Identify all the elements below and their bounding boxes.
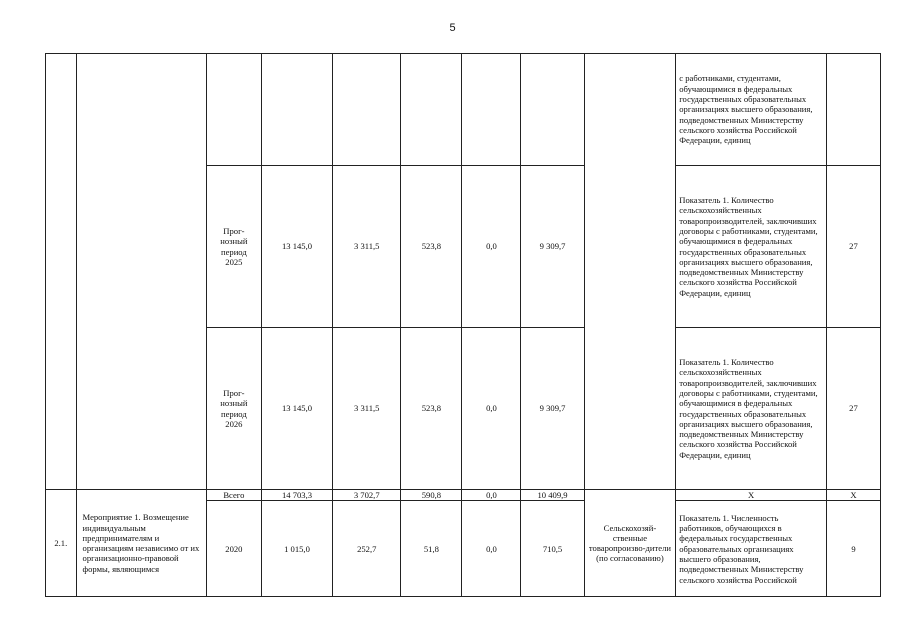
period-cell: 2020 bbox=[206, 501, 261, 597]
extra-cell: 9 309,7 bbox=[521, 166, 584, 328]
funding-table bbox=[45, 53, 881, 597]
executor-cell bbox=[584, 54, 676, 490]
total-cell: 1 015,0 bbox=[261, 501, 332, 597]
indicator-value: Х bbox=[826, 490, 880, 501]
page-number: 5 bbox=[449, 22, 456, 34]
indicator-text: Показатель 1. Количество сельскохозяйственных товаропроизводителей, заключивших договоры с работниками, студентами, обучающимися в федеральных государственных образовательных организациях высшего образования, подведомственных Министерству сельского хозяйства Российской Федерации, единиц bbox=[676, 166, 827, 328]
period-cell: Всего bbox=[206, 490, 261, 501]
local-cell: 0,0 bbox=[462, 166, 521, 328]
extra-cell: 10 409,9 bbox=[521, 490, 584, 501]
regional-cell: 590,8 bbox=[401, 490, 462, 501]
total-cell: 13 145,0 bbox=[261, 328, 332, 490]
federal-cell: 3 311,5 bbox=[333, 166, 401, 328]
federal-cell: 252,7 bbox=[333, 501, 401, 597]
period-cell: Прог- нозный период 2025 bbox=[206, 166, 261, 328]
indicator-text: Показатель 1. Численность работников, обучающихся в федеральных государственных образовательных организациях высшего образования, подведомственных Министерству сельского хозяйства Российской bbox=[676, 501, 827, 597]
table-row bbox=[46, 490, 881, 501]
period-cell: Прог- нозный период 2026 bbox=[206, 328, 261, 490]
table-row bbox=[46, 54, 881, 166]
regional-cell: 523,8 bbox=[401, 166, 462, 328]
indicator-value: 9 bbox=[826, 501, 880, 597]
local-cell: 0,0 bbox=[462, 501, 521, 597]
total-cell: 14 703,3 bbox=[261, 490, 332, 501]
indicator-value: 27 bbox=[826, 166, 880, 328]
indicator-text: Х bbox=[676, 490, 827, 501]
regional-cell: 51,8 bbox=[401, 501, 462, 597]
federal-cell: 3 702,7 bbox=[333, 490, 401, 501]
indicator-text: с работниками, студентами, обучающимися в федеральных государственных образовательных организациях высшего образования, подведомственных Министерству сельского хозяйства Российской Федерации, единиц bbox=[676, 54, 827, 166]
local-cell: 0,0 bbox=[462, 328, 521, 490]
measure-number: 2.1. bbox=[46, 490, 77, 597]
regional-cell: 523,8 bbox=[401, 328, 462, 490]
total-cell: 13 145,0 bbox=[261, 166, 332, 328]
federal-cell: 3 311,5 bbox=[333, 328, 401, 490]
local-cell: 0,0 bbox=[462, 490, 521, 501]
extra-cell: 9 309,7 bbox=[521, 328, 584, 490]
measure-name: Мероприятие 1. Возмещение индивидуальным предпринимателям и организациям независимо от их организационно-правовой формы, являющимся bbox=[76, 490, 206, 597]
indicator-text: Показатель 1. Количество сельскохозяйственных товаропроизводителей, заключивших договоры с работниками, студентами, обучающимися в федеральных государственных образовательных организациях высшего образования, подведомственных Министерству сельского хозяйства Российской Федерации, единиц bbox=[676, 328, 827, 490]
executor-name: Сельскохозяй-ственные товаропроизво-дители (по согласованию) bbox=[584, 490, 676, 597]
name-cell bbox=[76, 54, 206, 490]
number-cell bbox=[46, 54, 77, 490]
indicator-value: 27 bbox=[826, 328, 880, 490]
extra-cell: 710,5 bbox=[521, 501, 584, 597]
